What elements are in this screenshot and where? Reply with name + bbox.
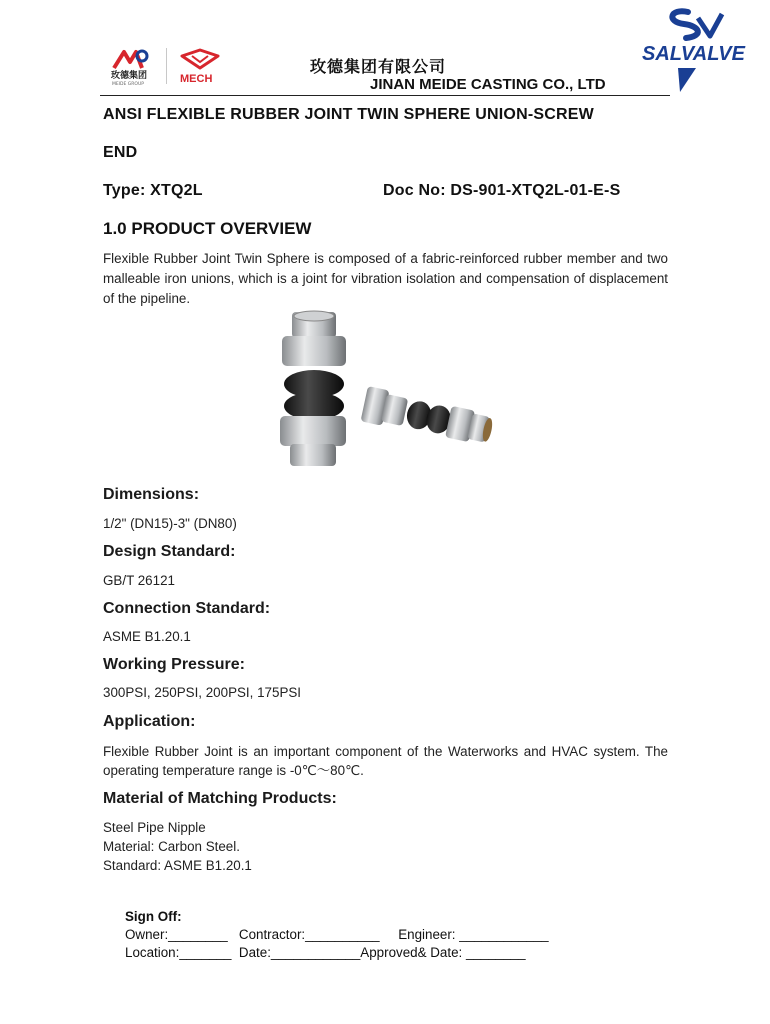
overview-text: Flexible Rubber Joint Twin Sphere is composed of a fabric-reinforced rubber member and two malleable iron unions, which is a joint for vibration isolation and compensation of displacement of the pipeline. (103, 251, 668, 306)
matching-product-line: Steel Pipe Nipple (103, 820, 206, 835)
logo-divider (166, 48, 167, 84)
connection-standard-heading: Connection Standard: (103, 600, 271, 617)
matching-products-heading: Material of Matching Products: (103, 790, 337, 807)
document-title-line-1: ANSI FLEXIBLE RUBBER JOINT TWIN SPHERE UNION-SCREW (103, 106, 594, 123)
sign-off-row-1: Owner:________ Contractor:__________ Engineer: ____________ (125, 927, 549, 942)
header-rule (100, 95, 670, 96)
document-number: Doc No: DS-901-XTQ2L-01-E-S (383, 182, 621, 199)
design-standard-value: GB/T 26121 (103, 573, 175, 588)
matching-product-line: Standard: ASME B1.20.1 (103, 858, 252, 873)
application-heading: Application: (103, 713, 196, 730)
company-name-en: JINAN MEIDE CASTING CO., LTD (370, 76, 606, 93)
sign-off-row-2: Location:_______ Date:____________Approved& Date: ________ (125, 945, 526, 960)
sign-off-block (125, 908, 549, 962)
working-pressure-value: 300PSI, 250PSI, 200PSI, 175PSI (103, 685, 302, 700)
design-standard-heading: Design Standard: (103, 543, 236, 560)
matching-products-list (103, 818, 252, 875)
matching-product-line: Material: Carbon Steel. (103, 839, 240, 854)
logo-salvalve-text: SALVALVE (642, 43, 745, 65)
dimensions-value: 1/2" (DN15)-3" (DN80) (103, 516, 237, 531)
company-name-cn: 玫德集团有限公司 (310, 59, 447, 76)
dimensions-heading: Dimensions: (103, 486, 200, 503)
logo-meide-subtext: MEIDE GROUP (112, 82, 144, 86)
product-type: Type: XTQ2L (103, 182, 203, 199)
application-value: Flexible Rubber Joint is an important component of the Waterworks and HVAC system. The operating temperature range is -0℃～80℃. (103, 744, 668, 778)
document-title-line-2: END (103, 144, 138, 161)
logo-meide-text: 玫德集团 (111, 71, 148, 81)
sign-off-label: Sign Off: (125, 909, 182, 924)
mech-logo (172, 46, 228, 86)
salvalve-logo (640, 6, 766, 96)
product-photo (268, 308, 504, 478)
connection-standard-value: ASME B1.20.1 (103, 629, 191, 644)
overview-heading: 1.0 PRODUCT OVERVIEW (103, 219, 312, 238)
meide-group-logo (108, 46, 158, 86)
logo-mech-text: MECH (180, 73, 213, 85)
working-pressure-heading: Working Pressure: (103, 656, 245, 673)
